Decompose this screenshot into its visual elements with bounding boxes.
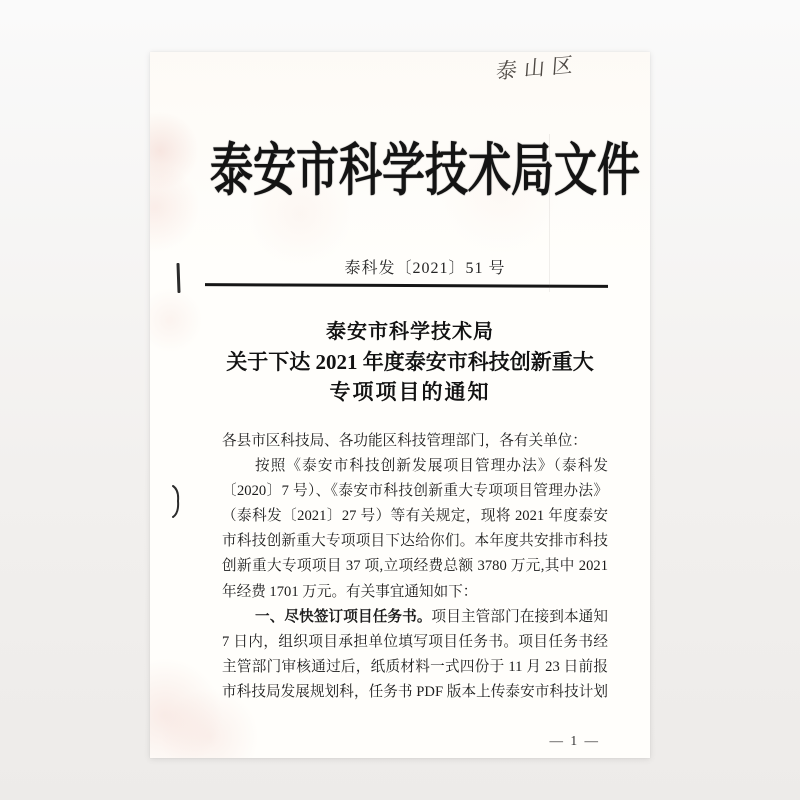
body-line: 市科技局发展规划科，任务书 PDF 版本上传泰安市科技计划 [222,683,608,700]
body-line: 市科技创新重大专项项目下达给你们。本年度共安排市科技 [222,533,608,550]
margin-tick-mark [176,263,180,293]
body-line-salutation: 各县市区科技局、各功能区科技管理部门，各有关单位： [222,433,587,449]
subject-line-1: 泰安市科学技术局 [326,321,494,343]
body-line: （泰科发〔2021〕27 号）等有关规定，现将 2021 年度泰安 [222,508,608,525]
document-number: 泰科发〔2021〕51 号 [344,260,506,277]
section-heading-continuation: 项目主管部门在接到本通知 [431,608,608,625]
margin-bracket-mark [171,484,181,519]
document-subject [190,318,630,407]
page-number: — 1 — [549,733,600,748]
body-line: 〔2020〕7 号）、《泰安市科技创新重大专项项目管理办法》 [222,483,608,500]
subject-line-2: 关于下达 2021 年度泰安市科技创新重大 [226,350,594,374]
section-heading: 一、尽快签订项目任务书。 [255,608,432,625]
paper-fold-line [549,134,550,292]
body-line: 7 日内，组织项目承担单位填写项目任务书。项目任务书经 [222,633,608,650]
document-page [150,52,650,758]
handwritten-note: 泰山区 [495,52,581,84]
body-line: 按照《泰安市科技创新发展项目管理办法》（泰科发 [255,458,608,475]
letterhead-title-text: 泰安市科学技术局文件 [210,140,640,203]
letterhead-title [205,126,645,203]
body-line: 年经费 1701 万元。有关事宜通知如下： [222,583,478,600]
document-body [222,429,608,705]
body-line [222,605,608,630]
subject-line-3: 专项项目的通知 [329,380,491,404]
body-line: 主管部门审核通过后，纸质材料一式四份于 11 月 23 日前报 [222,658,608,675]
letterhead-divider-line [205,283,608,287]
body-line: 创新重大专项项目 37 项,立项经费总额 3780 万元,其中 2021 [222,558,608,575]
